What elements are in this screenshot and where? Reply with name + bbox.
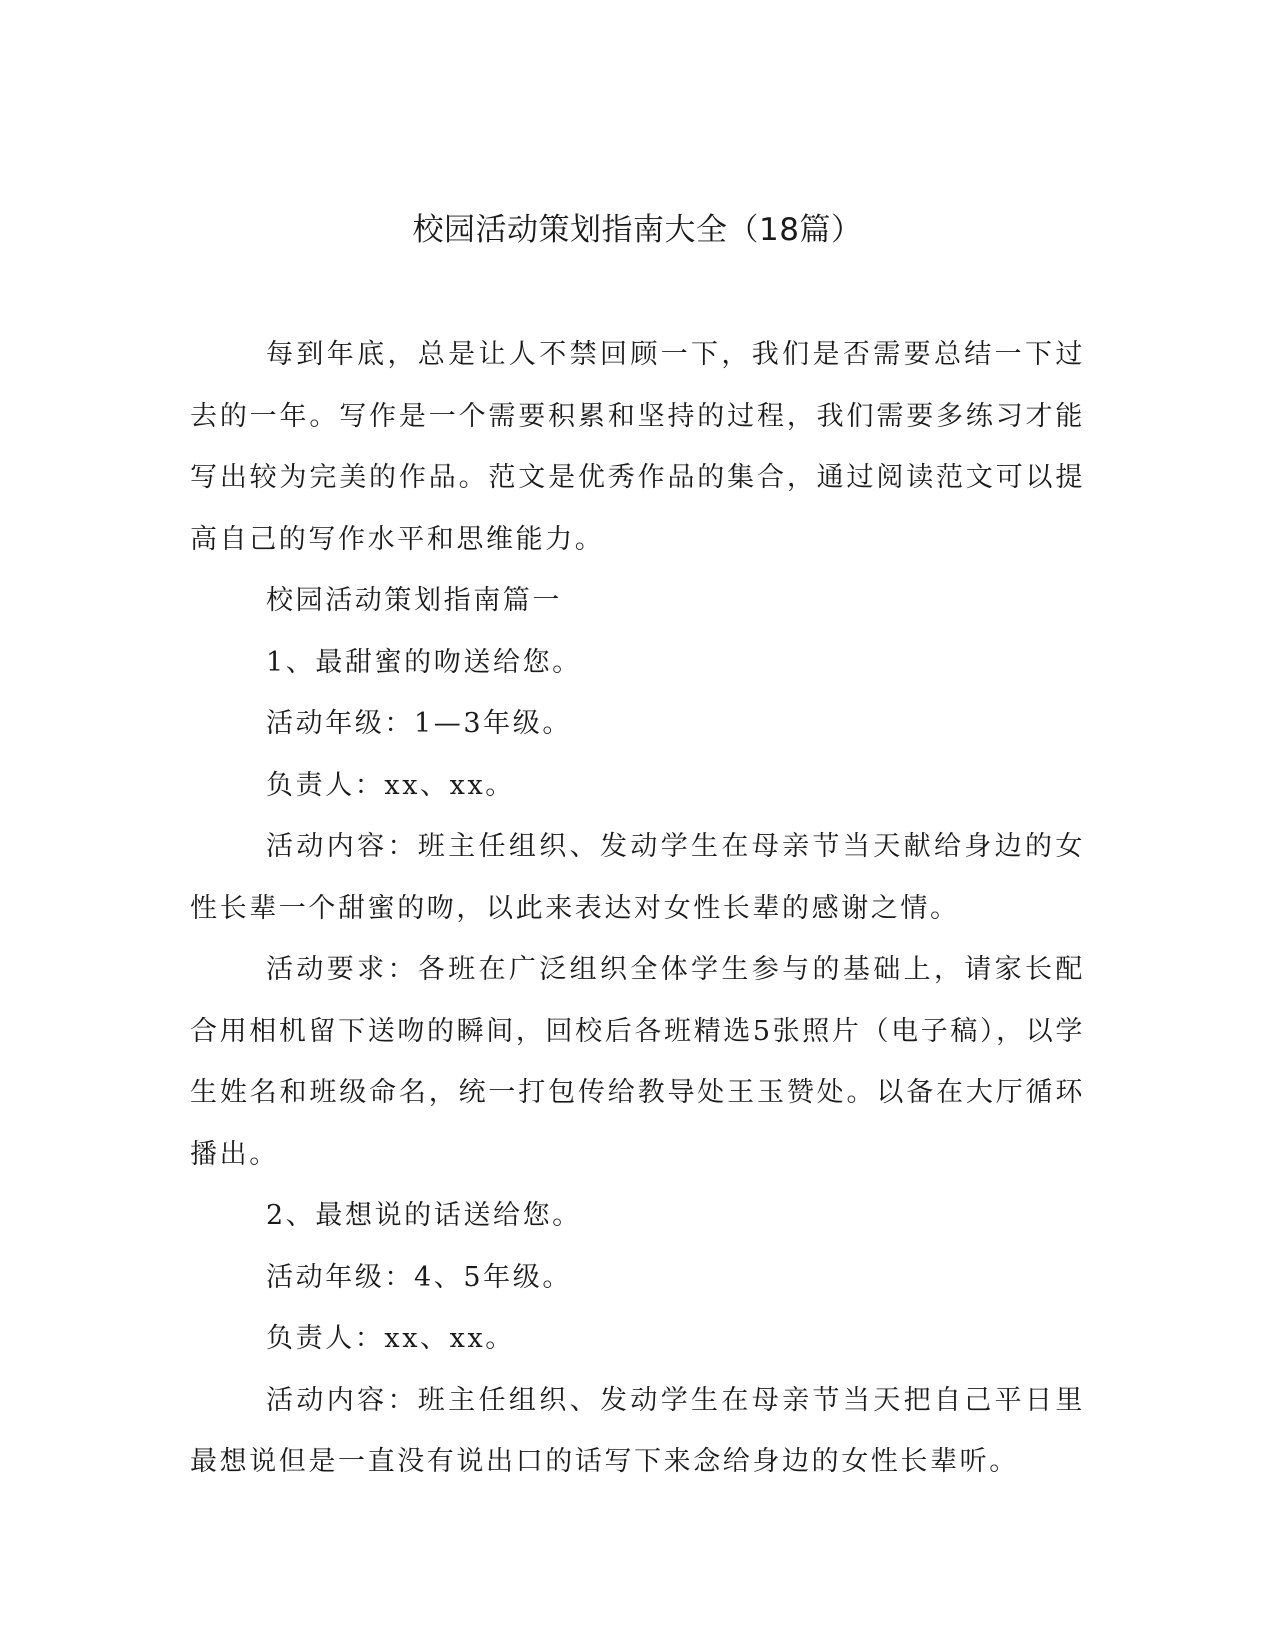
activity-1-requirements: 活动要求：各班在广泛组织全体学生参与的基础上，请家长配合用相机留下送吻的瞬间，回校后各班精选5张照片（电子稿），以学生姓名和班级命名，统一打包传给教导处王玉赞处。以备在大厅循环播出。 <box>190 954 1085 1170</box>
activity-1-title: 1、最甜蜜的吻送给您。 <box>266 646 582 678</box>
activity-1-grade: 活动年级：1—3年级。 <box>266 708 572 739</box>
activity-1-content: 活动内容：班主任组织、发动学生在母亲节当天献给身边的女性长辈一个甜蜜的吻，以此来表达对女性长辈的感谢之情。 <box>190 831 1085 924</box>
activity-2-title: 2、最想说的话送给您。 <box>266 1200 582 1231</box>
activity-2-owner: 负责人：xx、xx。 <box>266 1323 515 1354</box>
activity-2-content: 活动内容：班主任组织、发动学生在母亲节当天把自己平日里最想说但是一直没有说出口的话写下来念给身边的女性长辈听。 <box>190 1384 1085 1477</box>
intro-paragraph: 每到年底，总是让人不禁回顾一下，我们是否需要总结一下过去的一年。写作是一个需要积累和坚持的过程，我们需要多练习才能写出较为完美的作品。范文是优秀作品的集合，通过阅读范文可以提高自己的写作水平和思维能力。 <box>190 339 1085 555</box>
section-heading: 校园活动策划指南篇一 <box>266 585 562 616</box>
document-body <box>190 324 1085 1493</box>
activity-1-owner: 负责人：xx、xx。 <box>266 769 515 801</box>
document-title: 校园活动策划指南大全（18篇） <box>412 212 863 248</box>
activity-2-grade: 活动年级：4、5年级。 <box>266 1261 572 1293</box>
